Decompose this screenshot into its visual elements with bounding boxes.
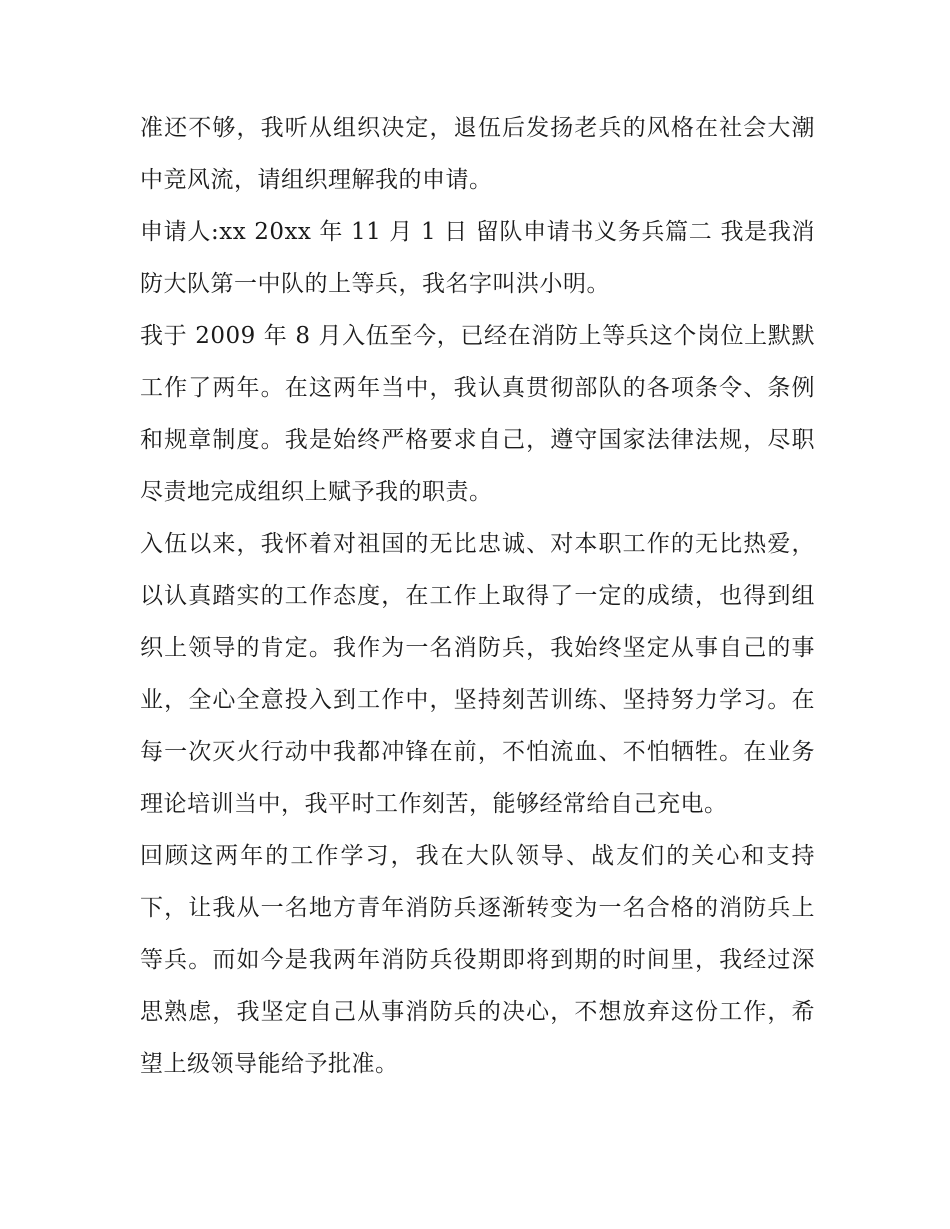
paragraph-achievements: 入伍以来，我怀着对祖国的无比忠诚、对本职工作的无比热爱，以认真踏实的工作态度，在工作上取得了一定的成绩，也得到组织上领导的肯定。我作为一名消防兵，我始终坚定从事自己的事业，全心全意投入到工作中，坚持刻苦训练、坚持努力学习。在每一次灭火行动中我都冲锋在前，不怕流血、不怕牺牲。在业务理论培训当中，我平时工作刻苦，能够经常给自己充电。 — [140, 531, 815, 817]
paragraph-signature-and-intro: 申请人:xx 20xx 年 11 月 1 日 留队申请书义务兵篇二 我是我消防大队第一中队的上等兵，我名字叫洪小明。 — [140, 219, 815, 297]
paragraph-continuation: 准还不够，我听从组织决定，退伍后发扬老兵的风格在社会大潮中竞风流，请组织理解我的申请。 — [140, 115, 815, 193]
document-body — [140, 102, 815, 1090]
paragraph-request: 回顾这两年的工作学习，我在大队领导、战友们的关心和支持下，让我从一名地方青年消防兵逐渐转变为一名合格的消防兵上等兵。而如今是我两年消防兵役期即将到期的时间里，我经过深思熟虑，我坚定自己从事消防兵的决心，不想放弃这份工作，希望上级领导能给予批准。 — [140, 843, 815, 1077]
paragraph-service-record: 我于 2009 年 8 月入伍至今，已经在消防上等兵这个岗位上默默工作了两年。在这两年当中，我认真贯彻部队的各项条令、条例和规章制度。我是始终严格要求自己，遵守国家法律法规，尽职尽责地完成组织上赋予我的职责。 — [140, 323, 815, 505]
